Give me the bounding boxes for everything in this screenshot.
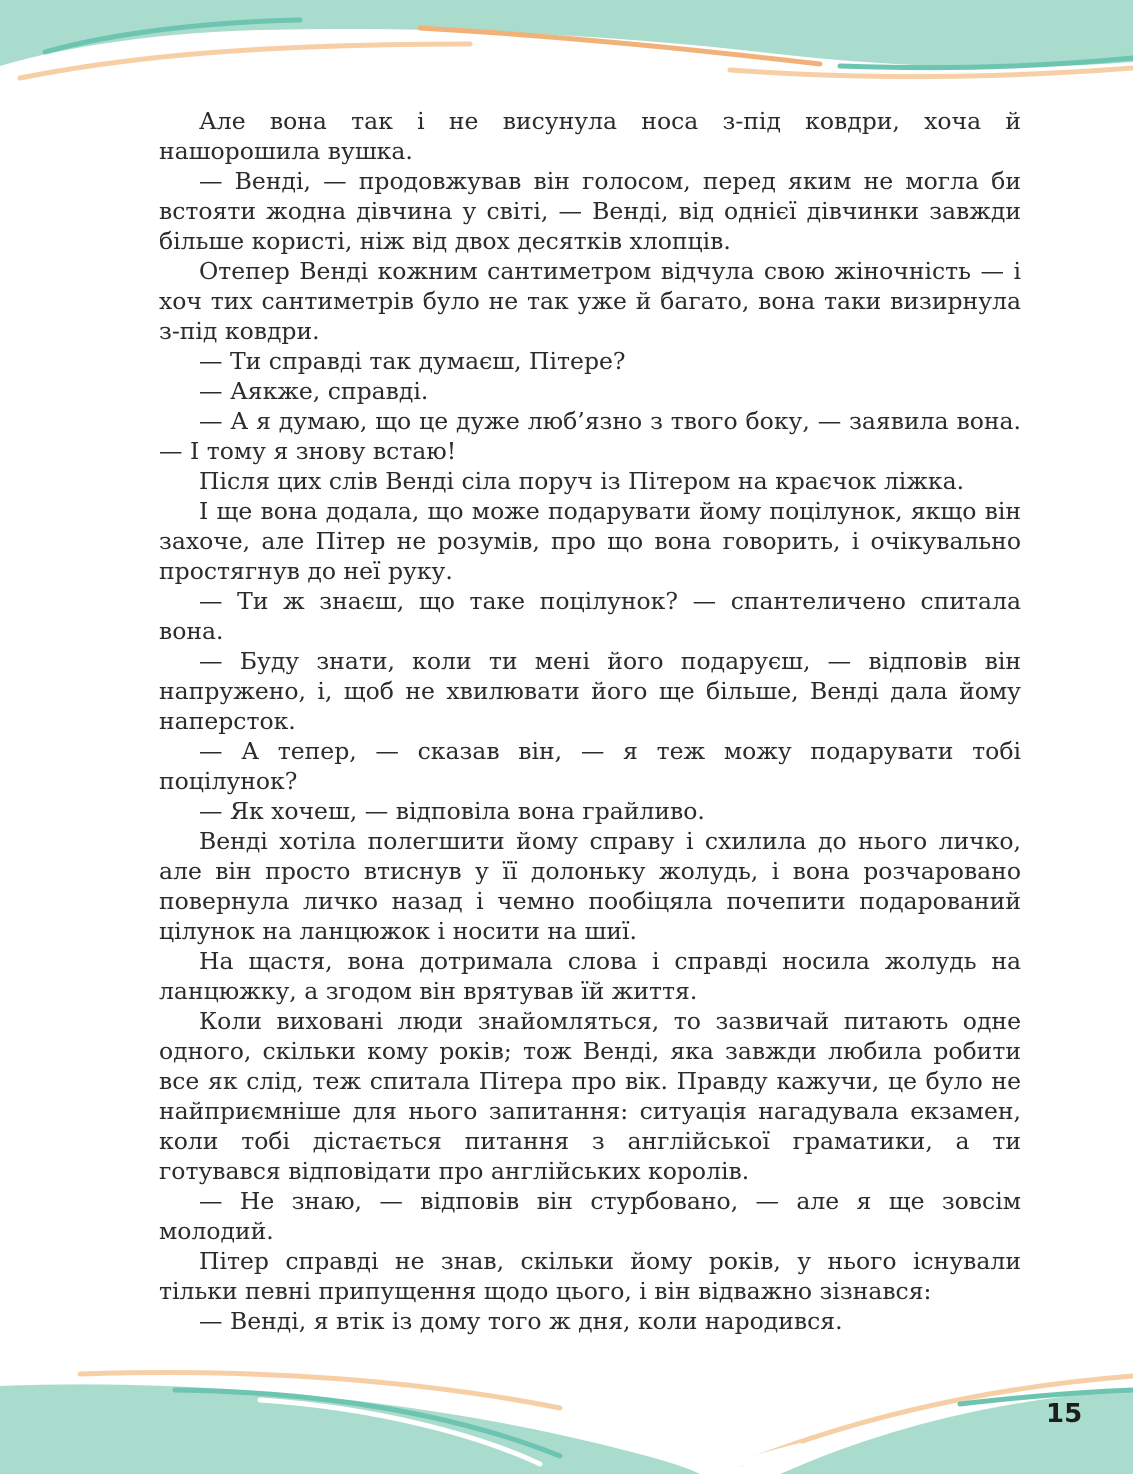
paragraph: Але вона так і не висунула носа з-під ковдри, хоча й нашорошила вушка. [159,107,1021,165]
paragraph: Після цих слів Венді сіла поруч із Пітером на краєчок ліжка. [199,467,965,495]
paragraph: Отепер Венді кожним сантиметром відчула свою жіночність — і хоч тих сантиметрів було не так уже й багато, вона таки визирнула з-під ковдри. [159,257,1021,345]
paragraph: — А тепер, — сказав він, — я теж можу подарувати тобі поцілунок? [159,737,1021,795]
paragraph: — Як хочеш, — відповіла вона грайливо. [199,797,705,825]
paragraph: — Ти ж знаєш, що таке поцілунок? — спантеличено спитала вона. [159,587,1021,645]
paragraph: Коли виховані люди знайомляться, то зазвичай питають одне одного, скільки кому років; тож Венді, яка завжди любила робити все як слід, теж спитала Пітера про вік. Правду кажучи, це було не найприємніше для нього запитання: ситуація нагадувала екзамен, коли тобі дістається питання з англійської граматики, а ти готувався відповідати про англійських королів. [159,1007,1021,1185]
paragraph: — Не знаю, — відповів він стурбовано, — але я ще зовсім молодий. [159,1187,1021,1245]
bottom-wave-decoration [0,1360,1133,1474]
paragraph: Пітер справді не знав, скільки йому років, у нього існували тільки певні припущення щодо цього, і він відважно зізнався: [159,1247,1021,1305]
paragraph: — Ти справді так думаєш, Пітере? [199,347,626,375]
page-number: 15 [1046,1399,1083,1429]
paragraph: І ще вона додала, що може подарувати йому поцілунок, якщо він захоче, але Пітер не розумів, про що вона говорить, і очікувально простягнув до неї руку. [159,497,1021,585]
top-wave-decoration [0,0,1133,90]
paragraph: — Буду знати, коли ти мені його подаруєш, — відповів він напружено, і, щоб не хвилювати його ще більше, Венді дала йому наперсток. [159,647,1021,735]
paragraph: — Аякже, справді. [199,377,429,405]
paragraph: На щастя, вона дотримала слова і справді носила жолудь на ланцюжку, а згодом він врятував їй життя. [159,947,1021,1005]
paragraph: Венді хотіла полегшити йому справу і схилила до нього личко, але він просто втиснув у її долоньку жолудь, і вона розчаровано повернула личко назад і чемно пообіцяла почепити подарований цілунок на ланцюжок і носити на шиї. [159,827,1021,945]
story-text [159,106,1021,1336]
paragraph: — Венді, я втік із дому того ж дня, коли народився. [199,1307,843,1335]
paragraph: — Венді, — продовжував він голосом, перед яким не могла би встояти жодна дівчина у світі, — Венді, від однієї дівчинки завжди більше користі, ніж від двох десятків хлопців. [159,167,1021,255]
paragraph: — А я думаю, що це дуже люб’язно з твого боку, — заявила вона. — І тому я знову встаю! [159,407,1021,465]
